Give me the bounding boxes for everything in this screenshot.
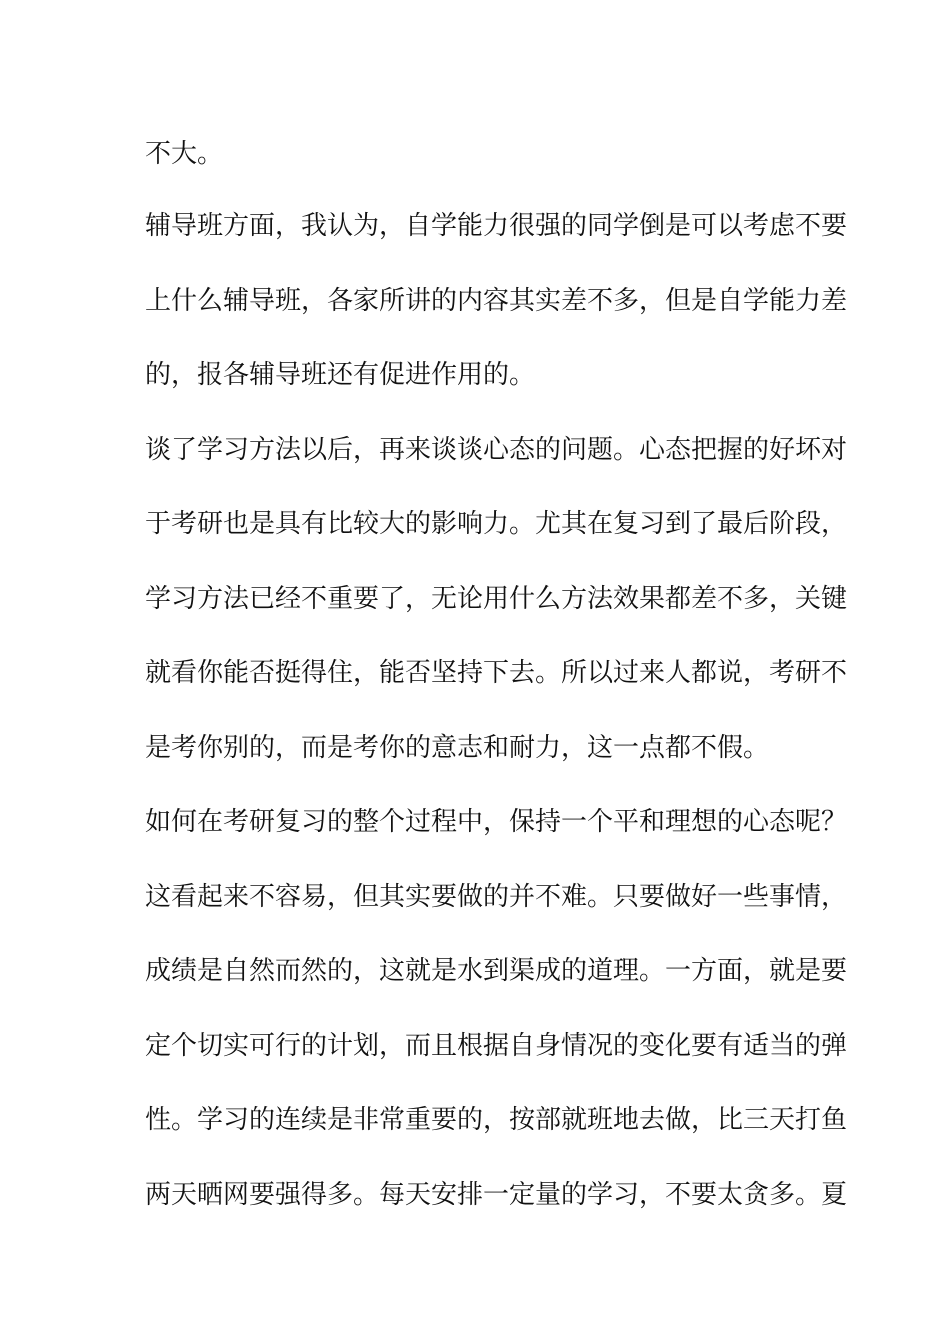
text-line: 定个切实可行的计划，而且根据自身情况的变化要有适当的弹 [145, 1031, 848, 1061]
text-line: 如何在考研复习的整个过程中，保持一个平和理想的心态呢？ [145, 807, 848, 837]
text-line: 两天晒网要强得多。每天安排一定量的学习，不要太贪多。夏 [145, 1180, 848, 1210]
text-line: 的，报各辅导班还有促进作用的。 [145, 360, 536, 390]
text-line: 就看你能否挺得住，能否坚持下去。所以过来人都说，考研不 [145, 658, 848, 688]
text-line: 学习方法已经不重要了，无论用什么方法效果都差不多，关键 [145, 584, 848, 614]
text-line: 这看起来不容易，但其实要做的并不难。只要做好一些事情， [145, 882, 848, 912]
text-line: 是考你别的，而是考你的意志和耐力，这一点都不假。 [145, 733, 770, 763]
text-line: 成绩是自然而然的，这就是水到渠成的道理。一方面，就是要 [145, 956, 848, 986]
text-line: 性。学习的连续是非常重要的，按部就班地去做，比三天打鱼 [145, 1105, 848, 1135]
text-line: 谈了学习方法以后，再来谈谈心态的问题。心态把握的好坏对 [145, 435, 848, 465]
text-line: 于考研也是具有比较大的影响力。尤其在复习到了最后阶段， [145, 509, 848, 539]
text-line: 上什么辅导班，各家所讲的内容其实差不多，但是自学能力差 [145, 286, 848, 316]
text-line: 辅导班方面，我认为，自学能力很强的同学倒是可以考虑不要 [145, 211, 848, 241]
text-line: 不大。 [145, 139, 224, 169]
